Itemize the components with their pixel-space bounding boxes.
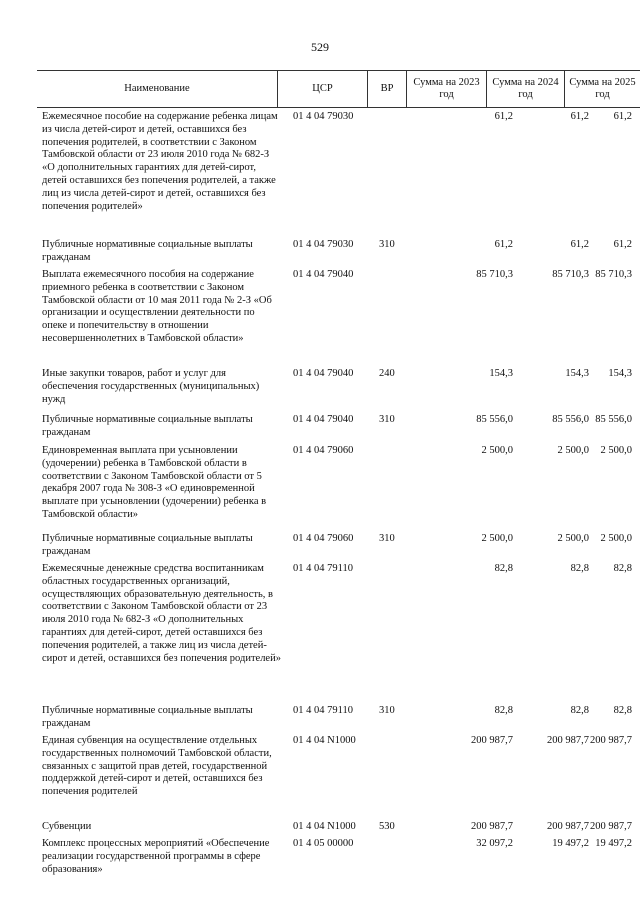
- row-name: Публичные нормативные социальные выплаты гражданам: [42, 239, 253, 263]
- row-sum-2024: 200 987,7: [547, 821, 589, 832]
- row-sum-2023: 200 987,7: [471, 821, 513, 832]
- row-csr: 01 4 04 N1000: [293, 735, 356, 746]
- header-csr: ЦСР: [277, 71, 367, 107]
- header-sum-2023: Сумма на 2023 год: [406, 71, 486, 107]
- row-sum-2024: 82,8: [570, 705, 589, 716]
- row-csr: 01 4 04 N1000: [293, 821, 356, 832]
- table-row: [37, 111, 640, 239]
- row-sum-2023: 82,8: [494, 563, 513, 574]
- row-sum-2023: 2 500,0: [481, 445, 513, 456]
- header-sum-2024: Сумма на 2024 год: [486, 71, 564, 107]
- row-sum-2023: 32 097,2: [476, 838, 513, 849]
- row-sum-2025: 154,3: [608, 368, 632, 379]
- row-vr: 310: [379, 414, 395, 425]
- table-row: [37, 533, 640, 563]
- row-sum-2025: 61,2: [613, 111, 632, 122]
- row-name: Выплата ежемесячного пособия на содержание приемного ребенка в соответствии с Законом Тамбовской области от 10 мая 2011 года № 2-З «Об организации и осуществлении деятельности по опеке и попечительству в отношении несовершеннолетних в Тамбовской области»: [42, 269, 272, 344]
- row-sum-2024: 154,3: [565, 368, 589, 379]
- row-csr: 01 4 04 79060: [293, 533, 354, 544]
- row-sum-2023: 61,2: [494, 111, 513, 122]
- row-sum-2024: 85 710,3: [552, 269, 589, 280]
- table-row: [37, 821, 640, 838]
- row-sum-2023: 61,2: [494, 239, 513, 250]
- row-csr: 01 4 04 79040: [293, 414, 354, 425]
- row-sum-2023: 154,3: [489, 368, 513, 379]
- row-name: Иные закупки товаров, работ и услуг для обеспечения государственных (муниципальных) нужд: [42, 368, 260, 405]
- row-name: Публичные нормативные социальные выплаты гражданам: [42, 414, 253, 438]
- row-name: Ежемесячное пособие на содержание ребенка лицам из числа детей-сирот и детей, оставшихся без попечения родителей, в соответствии с Законом Тамбовской области от 23 июля 2010 года № 682-З «О дополнительных гарантиях для детей-сирот, детей оставшихся без попечения родителей, а также лиц из числа детей-сирот и детей, оставшихся без попечения родителей»: [42, 111, 278, 212]
- table-row: [37, 705, 640, 735]
- row-vr: 240: [379, 368, 395, 379]
- header-vr: ВР: [367, 71, 406, 107]
- row-name: Единая субвенция на осуществление отдельных государственных полномочий Тамбовской области, связанных с защитой прав детей, государственной поддержкой детей-сирот и детей, оставшихся без попечения родителей: [42, 735, 272, 798]
- table-row: [37, 735, 640, 821]
- table-row: [37, 368, 640, 414]
- row-name: Ежемесячные денежные средства воспитанникам областных государственных организаций, осуществляющих образовательную деятельность, в соответствии с Законом Тамбовской области от 23 июля 2010 года № 682-З «О дополнительных гарантиях для детей-сирот, детей оставшихся без попечения родителей, а также лиц из числа детей-сирот и детей, оставшихся без попечения родителей»: [42, 563, 281, 664]
- row-sum-2025: 82,8: [613, 705, 632, 716]
- row-vr: 310: [379, 239, 395, 250]
- row-sum-2025: 2 500,0: [600, 445, 632, 456]
- table-row: [37, 445, 640, 533]
- page-number: 529: [311, 40, 329, 54]
- row-csr: 01 4 04 79110: [293, 705, 353, 716]
- row-sum-2025: 61,2: [613, 239, 632, 250]
- row-sum-2024: 82,8: [570, 563, 589, 574]
- row-sum-2023: 200 987,7: [471, 735, 513, 746]
- row-sum-2024: 200 987,7: [547, 735, 589, 746]
- row-sum-2025: 85 710,3: [595, 269, 632, 280]
- row-csr: 01 4 04 79040: [293, 368, 354, 379]
- table-row: [37, 563, 640, 705]
- row-csr: 01 4 04 79030: [293, 239, 354, 250]
- row-name: Комплекс процессных мероприятий «Обеспечение реализации государственной программы в сфере образования»: [42, 838, 270, 875]
- row-csr: 01 4 04 79110: [293, 563, 353, 574]
- row-sum-2025: 19 497,2: [595, 838, 632, 849]
- row-name: Публичные нормативные социальные выплаты гражданам: [42, 533, 253, 557]
- row-sum-2025: 85 556,0: [595, 414, 632, 425]
- row-vr: 310: [379, 705, 395, 716]
- header-sum-2025: Сумма на 2025 год: [564, 71, 640, 107]
- table-row: [37, 239, 640, 269]
- row-sum-2024: 2 500,0: [557, 533, 589, 544]
- row-csr: 01 4 04 79040: [293, 269, 354, 280]
- row-sum-2023: 85 710,3: [476, 269, 513, 280]
- row-csr: 01 4 04 79030: [293, 111, 354, 122]
- row-sum-2024: 2 500,0: [557, 445, 589, 456]
- row-sum-2025: 200 987,7: [590, 735, 632, 746]
- table-row: [37, 269, 640, 368]
- row-sum-2023: 2 500,0: [481, 533, 513, 544]
- row-sum-2023: 85 556,0: [476, 414, 513, 425]
- table-row: [37, 414, 640, 445]
- row-csr: 01 4 04 79060: [293, 445, 354, 456]
- table-header: [37, 70, 640, 108]
- row-csr: 01 4 05 00000: [293, 838, 354, 849]
- row-sum-2024: 85 556,0: [552, 414, 589, 425]
- table-row: [37, 838, 640, 884]
- row-sum-2024: 19 497,2: [552, 838, 589, 849]
- row-sum-2025: 200 987,7: [590, 821, 632, 832]
- row-name: Единовременная выплата при усыновлении (удочерении) ребенка в Тамбовской области в соответствии с Законом Тамбовской области от 5 декабря 2007 года № 308-З «О единовременной выплате при усыновлении (удочерении) ребенка в Тамбовской области»: [42, 445, 267, 520]
- row-sum-2025: 82,8: [613, 563, 632, 574]
- row-name: Публичные нормативные социальные выплаты гражданам: [42, 705, 253, 729]
- row-vr: 530: [379, 821, 395, 832]
- table-body: [37, 111, 640, 884]
- row-sum-2023: 82,8: [494, 705, 513, 716]
- row-sum-2024: 61,2: [570, 111, 589, 122]
- row-sum-2025: 2 500,0: [600, 533, 632, 544]
- row-vr: 310: [379, 533, 395, 544]
- row-name: Субвенции: [42, 821, 92, 832]
- header-name: Наименование: [124, 83, 190, 94]
- row-sum-2024: 61,2: [570, 239, 589, 250]
